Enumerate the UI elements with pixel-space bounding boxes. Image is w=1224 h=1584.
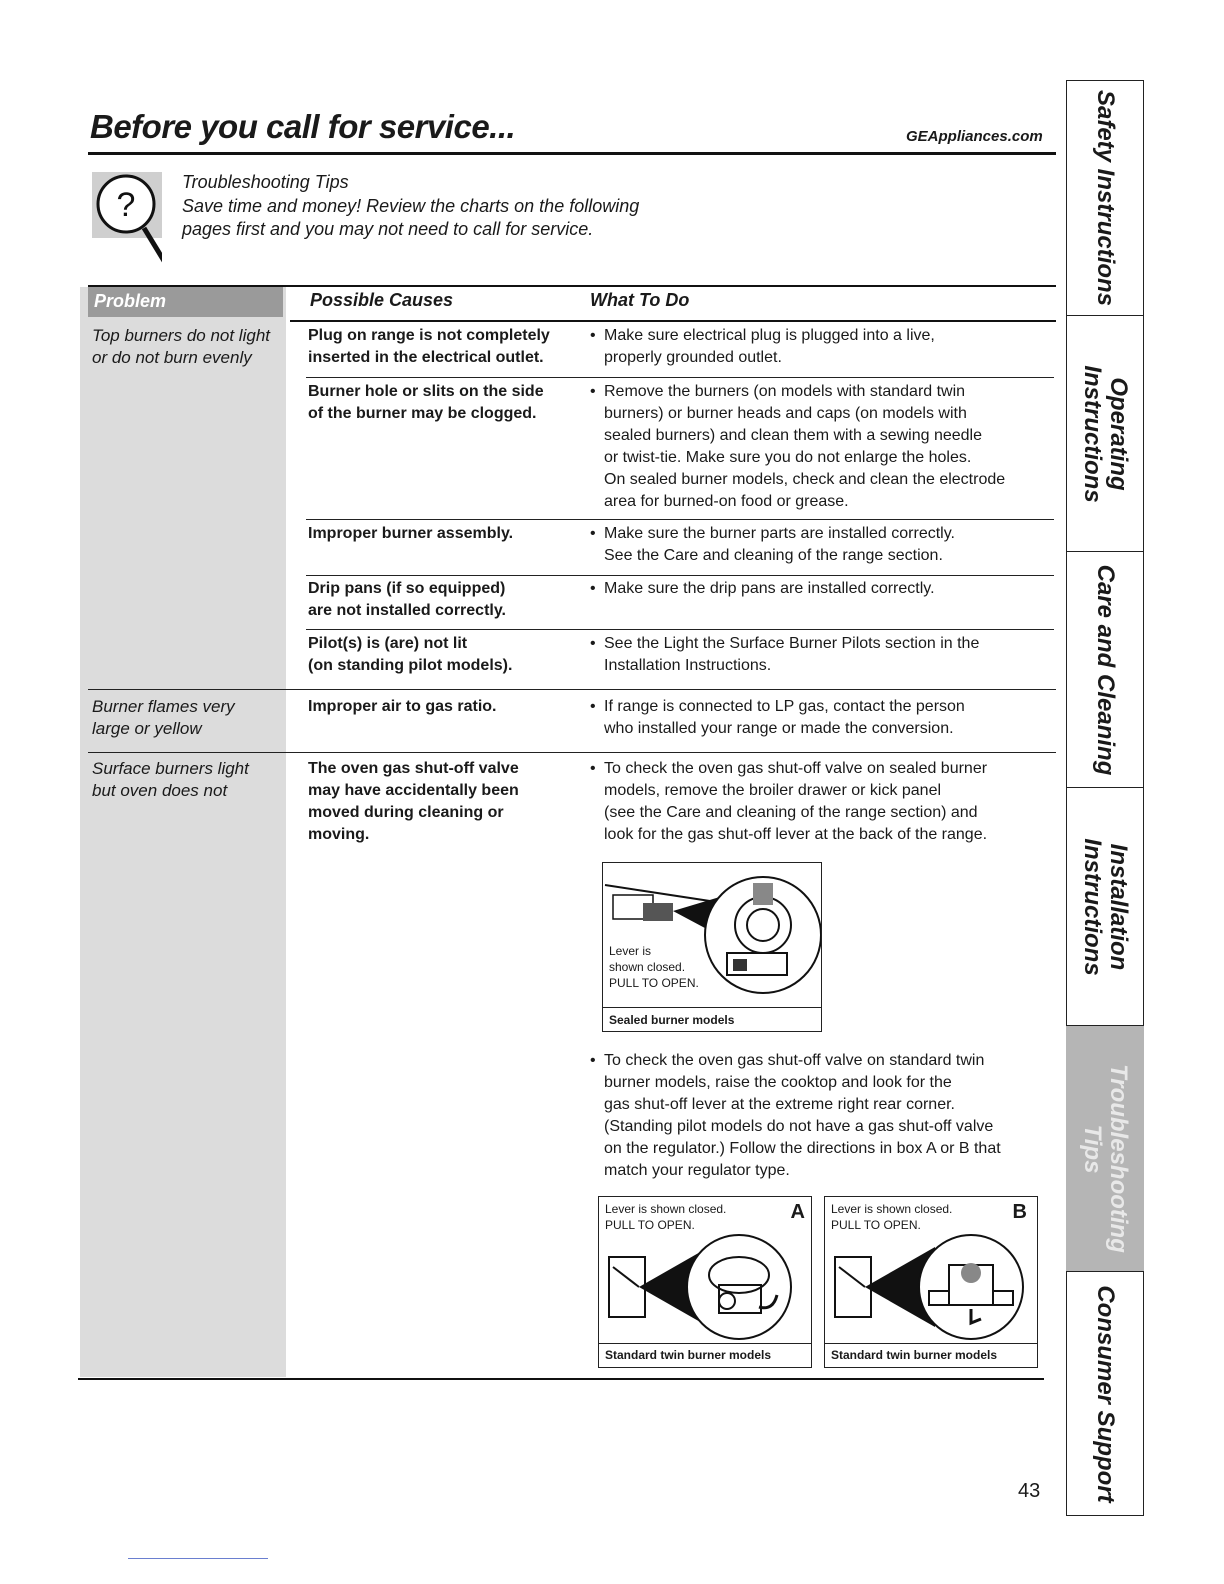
problem-oven-not-lighting: Surface burners light but oven does not (92, 759, 249, 800)
header-what-to-do: What To Do (590, 290, 690, 310)
problem-column (80, 287, 286, 1377)
figure-box-a (598, 1196, 812, 1368)
figure-note: Lever is shown closed. PULL TO OPEN. (609, 944, 699, 990)
cause-shutoff-valve: The oven gas shut-off valve may have accidentally been moved during cleaning or moving. (308, 760, 519, 843)
svg-text:?: ? (116, 186, 136, 224)
figure-sealed-burner (602, 862, 822, 1032)
todo-sealed-burner-valve: • To check the oven gas shut-off valve on sealed burner models, remove the broiler drawer or kick panel (see the Care and cleaning of the range section) and look for the gas shut-off lever at the back of the range. (590, 758, 1049, 846)
cause-drip-pans: Drip pans (if so equipped) are not installed correctly. (308, 580, 506, 619)
cause-burner-assembly: Improper burner assembly. (308, 525, 514, 542)
todo-drip-pans: • Make sure the drip pans are installed correctly. (590, 578, 1049, 600)
row-divider (306, 377, 1054, 378)
tips-line: Save time and money! Review the charts on the following (182, 196, 640, 216)
page-number: 43 (1018, 1480, 1041, 1502)
regulator-a-icon (599, 1227, 811, 1343)
figure-caption: Standard twin burner models (605, 1348, 772, 1362)
question-magnifier-icon (92, 170, 162, 276)
todo-standard-twin-valve: • To check the oven gas shut-off valve on standard twin burner models, raise the cooktop and look for the gas shut-off lever at the extreme right rear corner. (Standing pilot models do not have a gas shut-off valve on the regulator.) Follow the directions in box A or B that match your regulator type. (590, 1050, 1049, 1182)
header-possible-causes: Possible Causes (310, 290, 454, 310)
cause-plug: Plug on range is not completely inserted in the electrical outlet. (308, 327, 550, 366)
row-divider (306, 575, 1054, 576)
figure-note: Lever is shown closed. PULL TO OPEN. (605, 1202, 727, 1232)
tab-safety-instructions[interactable]: Safety Instructions (1066, 80, 1144, 316)
cause-pilot-not-lit: Pilot(s) is (are) not lit (on standing pilot models). (308, 635, 513, 674)
figure-box-b (824, 1196, 1038, 1368)
todo-plug: • Make sure electrical plug is plugged into a live, properly grounded outlet. (590, 325, 1049, 369)
tab-consumer-support[interactable]: Consumer Support (1092, 1285, 1119, 1503)
header-problem: Problem (88, 287, 283, 317)
website-url: GEAppliances.com (906, 128, 1043, 145)
problem-divider (88, 689, 1056, 690)
tab-troubleshooting-tips[interactable]: Troubleshooting Tips (1066, 1026, 1144, 1272)
footer-mark (128, 1558, 268, 1559)
todo-burner-assembly: • Make sure the burner parts are installed correctly. See the Care and cleaning of the range section. (590, 523, 1049, 567)
problem-top-burners: Top burners do not light or do not burn evenly (92, 326, 270, 367)
figure-letter: B (1012, 1201, 1027, 1223)
todo-lp-gas: • If range is connected to LP gas, contact the person who installed your range or made the conversion. (590, 696, 1049, 740)
tab-operating-instructions[interactable]: Operating Instructions (1066, 316, 1144, 552)
figure-caption: Sealed burner models (609, 1013, 735, 1027)
page-title: Before you call for service... (90, 108, 516, 145)
tab-care-and-cleaning[interactable]: Care and Cleaning (1066, 552, 1144, 788)
tips-line: pages first and you may not need to call for service. (182, 219, 594, 239)
tab-installation-instructions[interactable]: Installation Instructions (1066, 788, 1144, 1026)
regulator-b-icon (825, 1227, 1037, 1343)
problem-divider (88, 752, 1056, 753)
problem-burner-flames: Burner flames very large or yellow (92, 697, 235, 738)
title-rule (88, 152, 1056, 155)
cause-air-gas-ratio: Improper air to gas ratio. (308, 698, 497, 715)
cause-clogged-holes: Burner hole or slits on the side of the burner may be clogged. (308, 383, 544, 422)
figure-letter: A (790, 1201, 805, 1223)
figure-caption: Standard twin burner models (831, 1348, 998, 1362)
todo-clean-burners: • Remove the burners (on models with standard twin burners) or burner heads and caps (on models with sealed burners) and clean them with a sewing needle or twist-tie. Make sure you do not enlarge the holes. On sealed burner models, check and clean the electrode area for burned-on food or grease. (590, 381, 1049, 513)
row-divider (306, 519, 1054, 520)
tips-heading: Troubleshooting Tips (182, 172, 349, 192)
row-divider (306, 629, 1054, 630)
table-bottom-rule (78, 1378, 1044, 1380)
todo-pilot: • See the Light the Surface Burner Pilots section in the Installation Instructions. (590, 633, 1049, 677)
figure-note: Lever is shown closed. PULL TO OPEN. (831, 1202, 953, 1232)
header-rule (290, 320, 1056, 322)
